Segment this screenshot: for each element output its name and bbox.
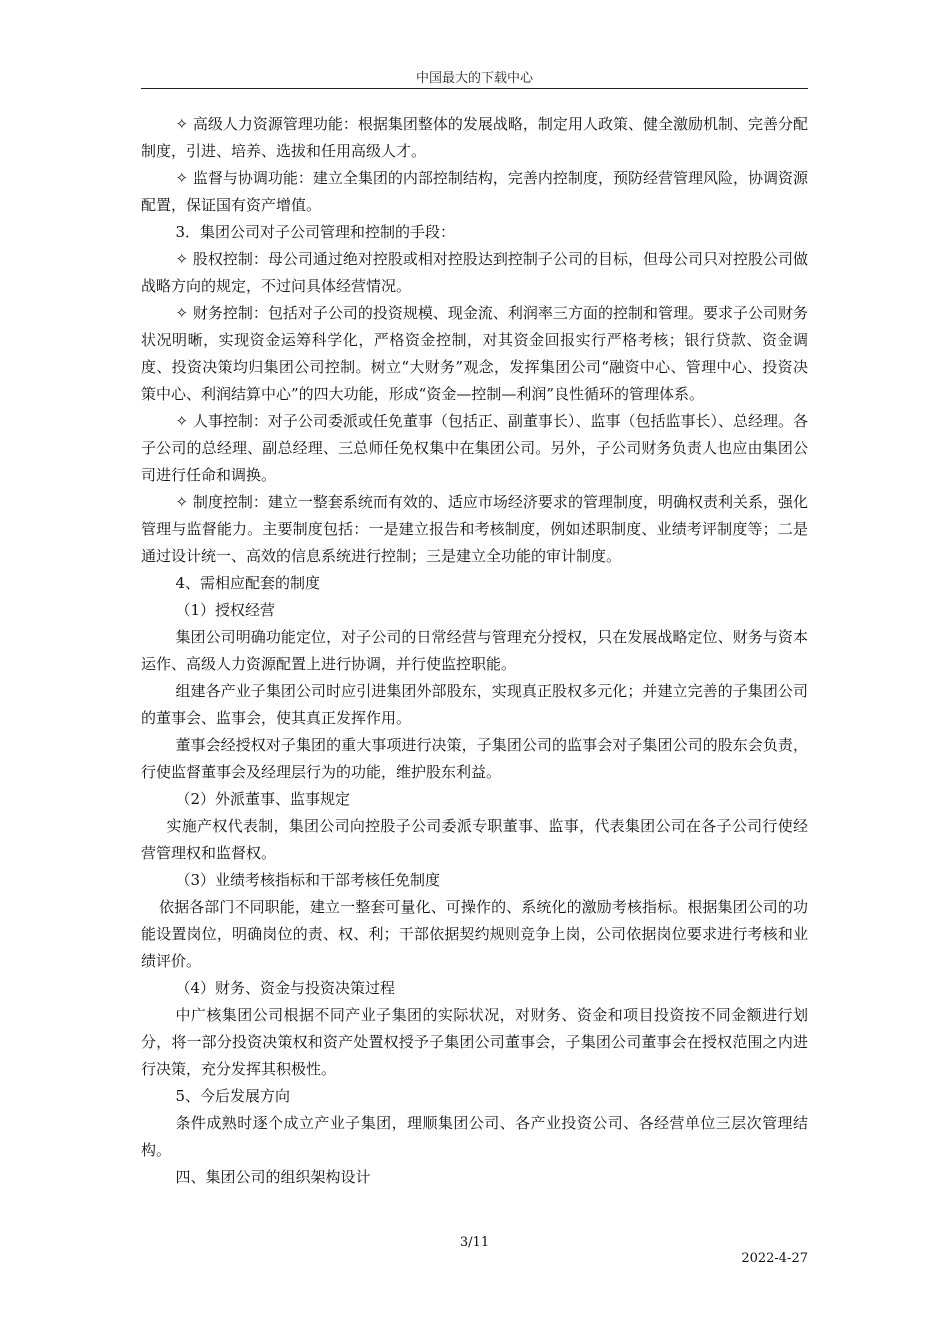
paragraph: 依据各部门不同职能，建立一整套可量化、可操作的、系统化的激励考核指标。根据集团公司的功能设置岗位，明确岗位的责、权、利；干部依据契约规则竞争上岗，公司依据岗位要求进行考核和业绩评价。 [141, 898, 808, 970]
section-heading: 3．集团公司对子公司管理和控制的手段： [175, 223, 456, 241]
paragraph: 中广核集团公司根据不同产业子集团的实际状况，对财务、资金和项目投资按不同金额进行划分，将一部分投资决策权和资产处置权授予子集团公司董事会，子集团公司董事会在授权范围之内进行决策，充分发挥其积极性。 [141, 1006, 808, 1078]
paragraph: ✧ 制度控制：建立一整套系统而有效的、适应市场经济要求的管理制度，明确权责利关系，强化管理与监督能力。主要制度包括：一是建立报告和考核制度，例如述职制度、业绩考评制度等；二是通过设计统一、高效的信息系统进行控制；三是建立全功能的审计制度。 [141, 493, 808, 565]
paragraph: ✧ 人事控制：对子公司委派或任免董事（包括正、副董事长）、监事（包括监事长）、总经理。各子公司的总经理、副总经理、三总师任免权集中在集团公司。另外，子公司财务负责人也应由集团公司进行任命和调换。 [141, 412, 808, 484]
document-body [141, 111, 808, 1191]
subsection-heading: （4）财务、资金与投资决策过程 [175, 979, 396, 997]
section-heading: 5、今后发展方向 [175, 1087, 291, 1105]
paragraph: ✧ 财务控制：包括对子公司的投资规模、现金流、利润率三方面的控制和管理。要求子公司财务状况明晰，实现资金运筹科学化，严格资金控制，对其资金回报实行严格考核；银行贷款、资金调度、投资决策均归集团公司控制。树立“大财务”观念，发挥集团公司“融资中心、管理中心、投资决策中心、利润结算中心”的四大功能，形成“资金—控制—利润”良性循环的管理体系。 [141, 304, 808, 403]
paragraph: ✧ 股权控制：母公司通过绝对控股或相对控股达到控制子公司的目标，但母公司只对控股公司做战略方向的规定，不过问具体经营情况。 [141, 250, 808, 295]
paragraph: 集团公司明确功能定位，对子公司的日常经营与管理充分授权，只在发展战略定位、财务与资本运作、高级人力资源配置上进行协调，并行使监控职能。 [141, 628, 808, 673]
section-heading: 四、集团公司的组织架构设计 [175, 1168, 371, 1186]
section-heading: 4、需相应配套的制度 [175, 574, 321, 592]
paragraph: ✧ 高级人力资源管理功能：根据集团整体的发展战略，制定用人政策、健全激励机制、完善分配制度，引进、培养、选拔和任用高级人才。 [141, 115, 808, 160]
paragraph: 实施产权代表制，集团公司向控股子公司委派专职董事、监事，代表集团公司在各子公司行使经营管理权和监督权。 [141, 817, 808, 862]
paragraph: 组建各产业子集团公司时应引进集团外部股东，实现真正股权多元化；并建立完善的子集团公司的董事会、监事会，使其真正发挥作用。 [141, 682, 808, 727]
paragraph: 董事会经授权对子集团的重大事项进行决策，子集团公司的监事会对子集团公司的股东会负责，行使监督董事会及经理层行为的功能，维护股东利益。 [141, 736, 808, 781]
header-divider [141, 88, 808, 89]
page-number: 3/11 [459, 1235, 490, 1250]
page-header: 中国最大的下载中心 [415, 71, 533, 86]
footer-date: 2022-4-27 [741, 1251, 808, 1266]
subsection-heading: （3）业绩考核指标和干部考核任免制度 [175, 871, 441, 889]
subsection-heading: （2）外派董事、监事规定 [175, 790, 351, 808]
paragraph: ✧ 监督与协调功能：建立全集团的内部控制结构，完善内控制度，预防经营管理风险，协调资源配置，保证国有资产增值。 [141, 169, 808, 214]
paragraph: 条件成熟时逐个成立产业子集团，理顺集团公司、各产业投资公司、各经营单位三层次管理结构。 [141, 1114, 808, 1159]
subsection-heading: （1）授权经营 [175, 601, 276, 619]
